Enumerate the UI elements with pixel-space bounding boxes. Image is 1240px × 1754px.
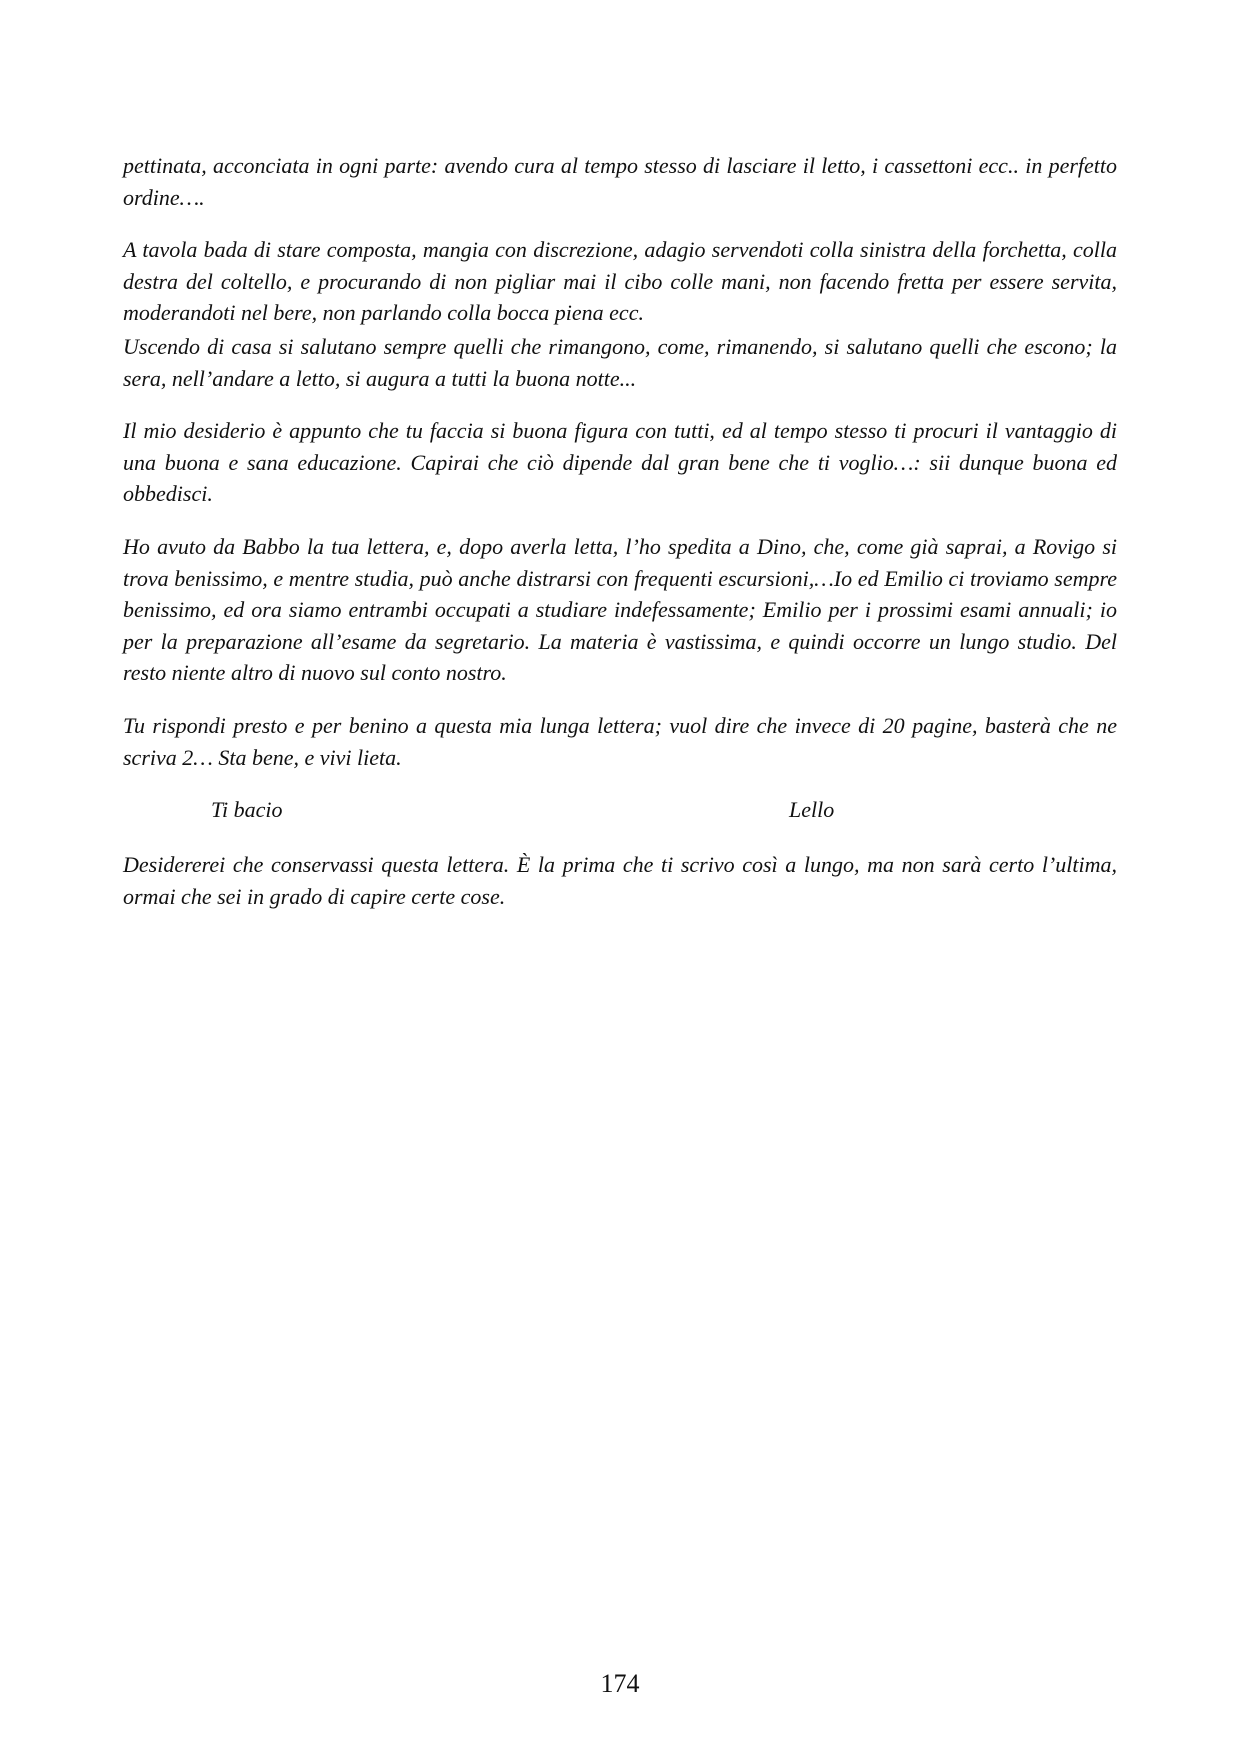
paragraph-table-manners: A tavola bada di stare composta, mangia con discrezione, adagio servendoti colla sinistra della forchetta, colla destra del coltello, e procurando di non pigliar mai il cibo colle mani, non facendo fretta per essere servita, moderandoti nel bere, non parlando colla bocca piena ecc. xyxy=(123,237,1117,326)
closing-salutation: Ti bacio xyxy=(211,797,283,823)
signer-name: Lello xyxy=(789,797,835,823)
page-number: 174 xyxy=(600,1669,640,1698)
paragraph-reply-request: Tu rispondi presto e per benino a questa mia lunga lettera; vuol dire che invece di 20 pagine, basterà che ne scriva 2… Sta bene, e vivi lieta. xyxy=(123,712,1117,770)
letter-body xyxy=(123,150,1117,933)
paragraph-desire: Il mio desiderio è appunto che tu faccia si buona figura con tutti, ed al tempo stesso ti procuri il vantaggio di una buona e sana educazione. Capirai che ciò dipende dal gran bene che ti voglio…: sii dunque buona ed obbedisci. xyxy=(123,418,1117,507)
paragraph-news: Ho avuto da Babbo la tua lettera, e, dopo averla letta, l’ho spedita a Dino, che, come già saprai, a Rovigo si trova benissimo, e mentre studia, può anche distrarsi con frequenti escursioni,…Io ed Emilio ci troviamo sempre benissimo, ed ora siamo entrambi occupati a studiare indefessamente; Emilio per i prossimi esami annuali; io per la preparazione all’esame da segretario. La materia è vastissima, e quindi occorre un lungo studio. Del resto niente altro di nuovo sul conto nostro. xyxy=(123,533,1117,686)
paragraph-grooming: pettinata, acconciata in ogni parte: avendo cura al tempo stesso di lasciare il letto, i cassettoni ecc.. in perfetto ordine…. xyxy=(123,153,1117,210)
signature-row xyxy=(123,794,1117,828)
postscript: Desidererei che conservassi questa lettera. È la prima che ti scrivo così a lungo, ma non sarà certo l’ultima, ormai che sei in grado di capire certe cose. xyxy=(123,852,1117,909)
paragraph-greetings: Uscendo di casa si salutano sempre quelli che rimangono, come, rimanendo, si salutano quelli che escono; la sera, nell’andare a letto, si augura a tutti la buona notte... xyxy=(123,333,1117,391)
